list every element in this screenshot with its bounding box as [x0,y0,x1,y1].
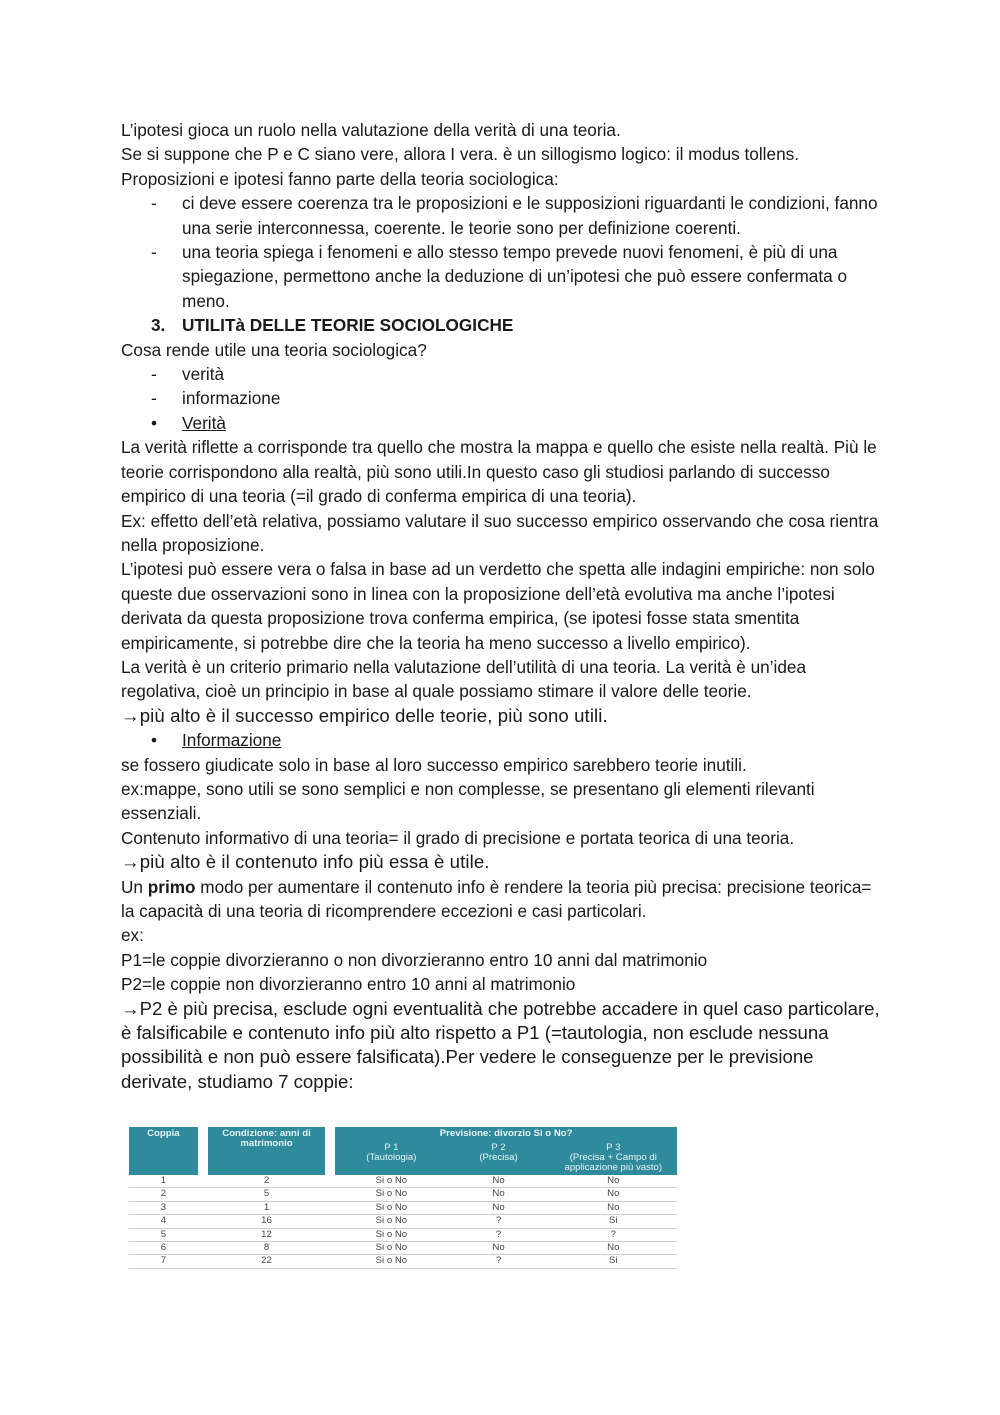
sub-header-p3: P 3 (Precisa + Campo di applicazione più vasto) [550,1141,677,1175]
table-cell: No [447,1188,549,1201]
table-cell: 8 [208,1242,325,1255]
table-cell: 12 [208,1228,325,1241]
table-cell: No [550,1201,677,1214]
verita-paragraph: L’ipotesi può essere vera o falsa in base ad un verdetto che spetta alle indagini empiriche: non solo queste due osservazioni sono in linea con la proposizione dell’età evolutiva ma anche l’ipotesi derivata da questa proposizione trova conferma empirica, (se ipotesi fosse stata smentita empiricamente, si potrebbe dire che la teoria ha meno successo a livello empirico). [121,559,875,653]
predictions-table [129,1127,677,1269]
table-row [129,1242,677,1255]
table-row [129,1175,677,1188]
bullet-icon: • [151,412,158,433]
p1-line: P1=le coppie divorzieranno o non divorzieranno entro 10 anni dal matrimonio [121,949,708,970]
table-cell: No [550,1242,677,1255]
table-cell: ? [550,1228,677,1241]
verita-paragraph: Ex: effetto dell’età relativa, possiamo valutare il suo successo empirico osservando che cosa rientra nella proposizione. [121,510,879,555]
table-cell: Si o No [335,1175,447,1188]
table-cell: Si o No [335,1242,447,1255]
verita-heading: • Verità [121,411,881,435]
table-cell: 1 [208,1201,325,1214]
table-cell: 4 [129,1215,198,1228]
criteria-item: - informazione [151,388,281,409]
criteria-item: - verità [151,364,225,385]
table-row [129,1201,677,1214]
bullet-icon: • [151,730,158,751]
table-cell: No [550,1188,677,1201]
table-cell: Si o No [335,1228,447,1241]
table-cell: 3 [129,1201,198,1214]
intro-line: Se si suppone che P e C siano vere, allora I vera. è un sillogismo logico: il modus tollens. [121,144,799,165]
table-row [129,1255,677,1268]
info-paragraph: ex:mappe, sono utili se sono semplici e non complesse, se presentano gli elementi rilevanti essenziali. [121,778,815,824]
p2-line: P2=le coppie non divorzieranno entro 10 anni al matrimonio [121,974,576,995]
table-cell: Si [550,1255,677,1268]
table-cell: 2 [208,1175,325,1188]
table-cell: Si o No [335,1201,447,1214]
verita-conclusion: →più alto è il successo empirico delle teorie, più sono utili. [121,704,608,726]
table-cell: ? [447,1215,549,1228]
table-cell: Si o No [335,1215,447,1228]
table-cell: 16 [208,1215,325,1228]
table-cell: 5 [129,1228,198,1241]
sub-header-p1: P 1 (Tautologia) [335,1141,447,1175]
verita-paragraph: La verità riflette a corrisponde tra quello che mostra la mappa e quello che esiste nella realtà. Più le teorie corrispondono alla realtà, più sono utili.In questo caso gli studiosi parlando di successo empirico di una teoria (=il grado di conferma empirica di una teoria). [121,437,877,507]
table-cell: 22 [208,1255,325,1268]
table-cell: 7 [129,1255,198,1268]
section-heading: 3. UTILITà DELLE TEORIE SOCIOLOGICHE [151,315,514,336]
intro-line: Proposizioni e ipotesi fanno parte della teoria sociologica: [121,168,559,189]
table-cell: No [550,1175,677,1188]
header-previsione: Previsione: divorzio Si o No? [335,1127,677,1141]
sub-header-p2: P 2 (Precisa) [447,1141,549,1175]
header-condizione: Condizione: anni di matrimonio [208,1127,325,1175]
intro-line: L’ipotesi gioca un ruolo nella valutazione della verità di una teoria. [121,120,621,140]
table-cell: ? [447,1255,549,1268]
table-cell: 5 [208,1188,325,1201]
table-cell: Si o No [335,1255,447,1268]
table-cell: ? [447,1228,549,1241]
info-conclusion: →più alto è il contenuto info più essa è utile. [121,851,490,873]
table-row [129,1188,677,1201]
table-cell: 2 [129,1188,198,1201]
table-row [129,1228,677,1241]
info-paragraph: Contenuto informativo di una teoria= il grado di precisione e portata teorica di una teoria. [121,827,795,848]
primo-paragraph: Un primo modo per aumentare il contenuto info è rendere la teoria più precisa: precisione teorica= la capacità di una teoria di ricomprendere eccezioni e casi particolari. [121,876,872,921]
table-cell: No [447,1242,549,1255]
header-coppia: Coppia [129,1127,198,1175]
dash-list-item: - ci deve essere coerenza tra le proposizioni e le supposizioni riguardanti le condizioni, fanno una serie interconnessa, coerente. le teorie sono per definizione coerenti. [151,193,878,238]
document-body [121,118,881,1094]
table-cell: No [447,1201,549,1214]
table-cell: 6 [129,1242,198,1255]
table-row [129,1215,677,1228]
table-cell: Si o No [335,1188,447,1201]
informazione-heading: • Informazione [121,728,881,752]
table-cell: No [447,1175,549,1188]
verita-paragraph: La verità è un criterio primario nella valutazione dell’utilità di una teoria. La verità è un’idea regolativa, cioè un principio in base al quale possiamo stimare il valore delle teorie. [121,656,807,702]
table-cell: 1 [129,1175,198,1188]
table-cell: Si [550,1215,677,1228]
info-paragraph: se fossero giudicate solo in base al loro successo empirico sarebbero teorie inutili. [121,754,747,775]
example-label: ex: [121,925,144,946]
question: Cosa rende utile una teoria sociologica? [121,339,427,360]
final-paragraph: →P2 è più precisa, esclude ogni eventualità che potrebbe accadere in quel caso particolare, è falsificabile e contenuto info più alto rispetto a P1 (=tautologia, non esclude nessuna possibilità e non può essere falsificata).Per vedere le conseguenze per le previsione derivate, studiamo 7 coppie: [121,997,880,1092]
dash-list-item: - una teoria spiega i fenomeni e allo stesso tempo prevede nuovi fenomeni, è più di una spiegazione, permettono anche la deduzione di un’ipotesi che può essere confermata o meno. [151,242,848,311]
